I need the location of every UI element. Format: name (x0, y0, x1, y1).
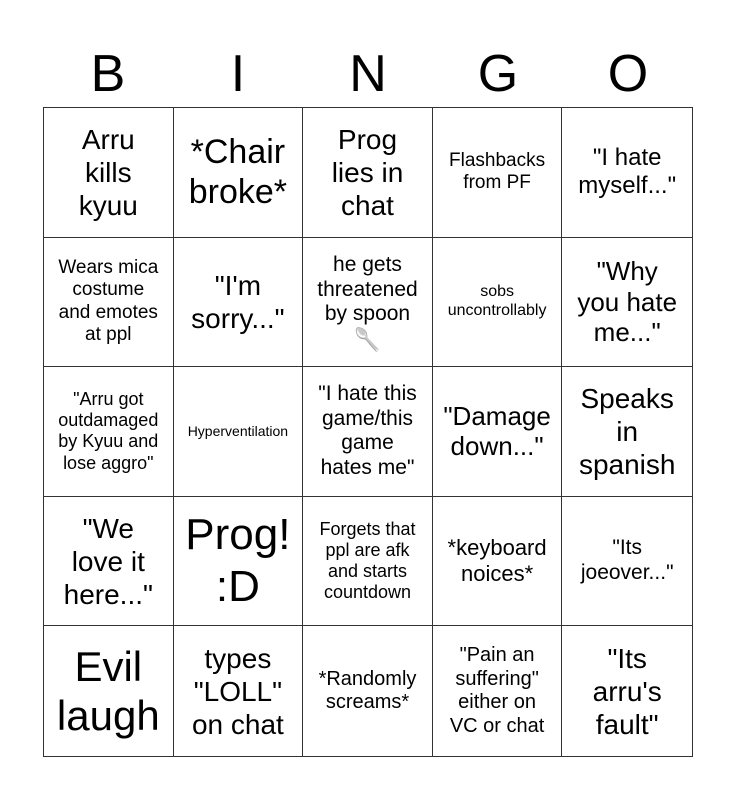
bingo-grid (43, 107, 693, 757)
bingo-cell[interactable] (433, 497, 563, 627)
bingo-cell[interactable] (433, 108, 563, 238)
bingo-cell[interactable] (303, 497, 433, 627)
bingo-cell-text: "I hate this game/this game hates me" (318, 381, 417, 480)
bingo-cell-text: "Arru got outdamaged by Kyuu and lose aggro" (58, 389, 159, 473)
bingo-cell[interactable] (174, 367, 304, 497)
bingo-cell[interactable] (562, 626, 692, 756)
bingo-cell-text: "Its joeover..." (580, 536, 674, 585)
bingo-cell-text: Prog lies in chat (331, 123, 404, 221)
bingo-cell[interactable] (303, 626, 433, 756)
bingo-cell-text: Speaks in spanish (578, 382, 676, 480)
bingo-cell-text: types "LOLL" on chat (191, 642, 284, 740)
bingo-cell[interactable] (44, 497, 174, 627)
spoon-icon: 🥄 (353, 327, 382, 353)
bingo-cell-text: sobs uncontrollably (447, 283, 547, 319)
header-letter-g: G (477, 45, 519, 103)
bingo-cell-text: "Damage down..." (443, 400, 551, 462)
bingo-cell[interactable] (44, 367, 174, 497)
bingo-cell[interactable] (433, 238, 563, 368)
bingo-cell-text: "We love it here..." (63, 512, 153, 610)
bingo-cell-text: Wears mica costume and emotes at ppl (58, 257, 159, 346)
bingo-cell[interactable] (433, 626, 563, 756)
bingo-cell-text: *Chair broke* (188, 133, 288, 212)
bingo-cell-text: Arru kills kyuu (78, 123, 138, 221)
bingo-cell[interactable] (174, 626, 304, 756)
bingo-cell-text: Forgets that ppl are afk and starts countdown (319, 518, 416, 603)
bingo-cell[interactable] (562, 497, 692, 627)
bingo-cell[interactable] (562, 108, 692, 238)
bingo-cell[interactable] (433, 367, 563, 497)
bingo-cell[interactable] (44, 626, 174, 756)
bingo-cell[interactable] (174, 238, 304, 368)
bingo-cell[interactable] (44, 238, 174, 368)
bingo-cell[interactable] (174, 497, 304, 627)
bingo-cell-text: Prog! :D (185, 510, 291, 612)
bingo-cell-text: "I'm sorry..." (191, 269, 285, 334)
bingo-cell[interactable] (562, 367, 692, 497)
bingo-cell-text: "Why you hate me..." (577, 255, 678, 348)
bingo-cell-text: *keyboard noices* (447, 535, 547, 587)
bingo-cell-text: *Randomly screams* (318, 667, 417, 714)
bingo-cell[interactable] (174, 108, 304, 238)
header-letter-o: O (607, 45, 649, 103)
bingo-cell-text: he gets threatened by spoon (317, 252, 418, 326)
bingo-header (43, 42, 693, 106)
bingo-cell-text: Evil laugh (56, 642, 160, 740)
bingo-cell-text: "Pain an suffering" either on VC or chat (449, 644, 545, 737)
bingo-cell-text: "Its arru's fault" (592, 642, 662, 740)
header-letter-i: I (230, 45, 246, 103)
bingo-cell[interactable] (303, 367, 433, 497)
bingo-cell[interactable] (303, 238, 433, 368)
header-letter-n: N (349, 45, 387, 103)
bingo-cell[interactable] (303, 108, 433, 238)
bingo-cell[interactable] (562, 238, 692, 368)
header-letter-b: B (90, 45, 126, 103)
bingo-cell-text: "I hate myself..." (578, 143, 677, 200)
bingo-cell[interactable] (44, 108, 174, 238)
bingo-cell-text: Hyperventilation (187, 423, 289, 440)
bingo-cell-text: Flashbacks from PF (449, 149, 546, 194)
